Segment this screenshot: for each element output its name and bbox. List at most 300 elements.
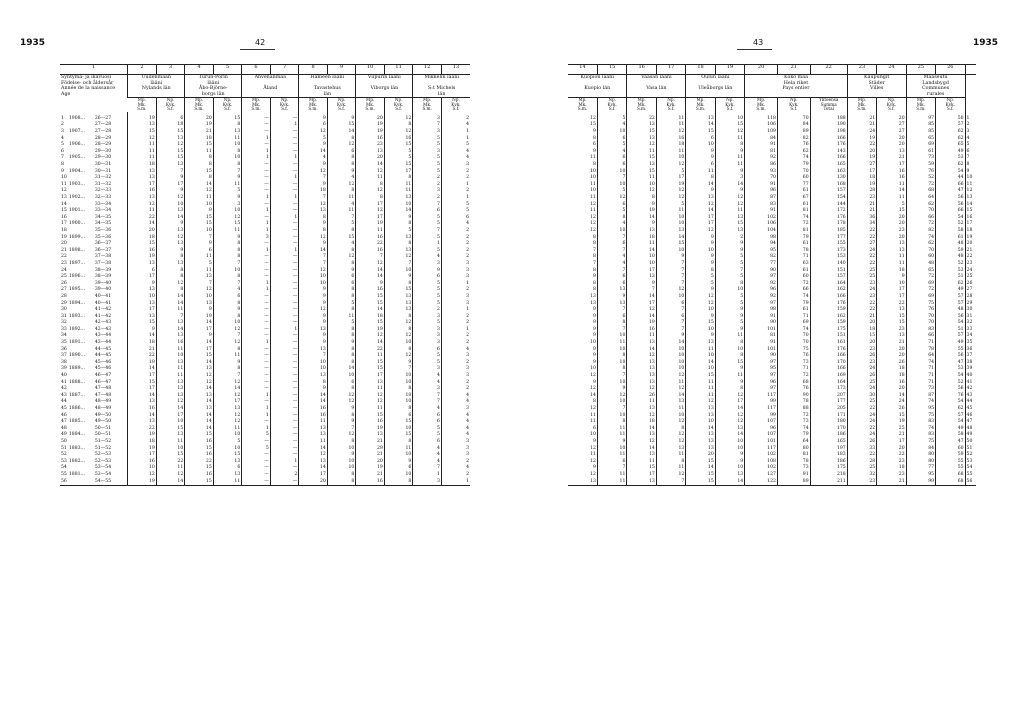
value-cell: 17	[715, 399, 744, 406]
value-cell: 11	[213, 426, 242, 433]
value-cell: 7	[413, 228, 442, 235]
value-cell: 4	[413, 459, 442, 466]
row-number: 14	[61, 201, 67, 207]
value-cell: 50	[936, 112, 965, 123]
sub-header-male: Mp. Mk. S.m.	[185, 98, 214, 112]
table-row	[568, 452, 976, 459]
value-cell: 85	[906, 129, 935, 136]
value-cell: 97	[906, 112, 935, 123]
value-cell: 13	[156, 393, 185, 400]
value-cell: 75	[906, 439, 935, 446]
value-cell: 11	[156, 439, 185, 446]
value-cell: 62	[936, 162, 965, 169]
value-cell: 12	[384, 353, 413, 360]
table-row	[568, 162, 976, 169]
value-cell: 11	[656, 149, 685, 156]
value-cell: 4	[441, 465, 470, 472]
value-cell: 9	[327, 268, 356, 275]
value-cell: 13	[384, 301, 413, 308]
value-cell: 5	[715, 254, 744, 261]
value-cell: 91	[745, 314, 778, 321]
row-number: 14	[965, 202, 976, 209]
value-cell: 10	[299, 281, 328, 288]
value-cell: 17	[356, 373, 385, 380]
value-cell: 14	[299, 248, 328, 255]
value-cell: 14	[627, 314, 656, 321]
value-cell: 161	[810, 340, 847, 347]
value-cell: 13	[384, 307, 413, 314]
value-cell: 81	[745, 149, 778, 156]
value-cell: 12	[384, 320, 413, 327]
value-cell: 14	[156, 301, 185, 308]
column-number-blank	[965, 65, 976, 75]
value-cell: 62	[936, 406, 965, 413]
value-cell: 3	[441, 353, 470, 360]
value-cell: —	[270, 399, 299, 406]
value-cell: 7	[597, 175, 626, 182]
row-number: 25	[61, 274, 67, 280]
value-cell: 10	[686, 366, 715, 373]
value-cell: 13	[185, 406, 214, 413]
value-cell: 22	[356, 241, 385, 248]
value-cell: 3	[715, 175, 744, 182]
value-cell: 17	[686, 215, 715, 222]
row-number: 28	[61, 293, 67, 299]
value-cell: 12	[156, 472, 185, 479]
value-cell: 29	[356, 446, 385, 453]
table-row	[568, 142, 976, 149]
value-cell: 28	[847, 188, 876, 195]
value-cell: 70	[777, 340, 810, 347]
value-cell: —	[270, 182, 299, 189]
value-cell: 57	[936, 301, 965, 308]
value-cell: 11	[299, 439, 328, 446]
value-cell: 157	[810, 188, 847, 195]
value-cell: 23	[847, 294, 876, 301]
value-cell: 6	[597, 162, 626, 169]
value-cell: 2	[441, 169, 470, 176]
value-cell: 165	[810, 439, 847, 446]
row-number: 9	[965, 169, 976, 176]
row-number: 8	[61, 162, 64, 168]
row-number: 31	[61, 313, 67, 319]
value-cell: 15	[356, 360, 385, 367]
value-cell: 13	[590, 300, 596, 306]
value-cell: 16	[156, 340, 185, 347]
value-cell: 6	[128, 268, 157, 275]
value-cell: 11	[877, 195, 906, 202]
value-cell: 8	[213, 314, 242, 321]
value-cell: 90	[777, 393, 810, 400]
birth-year	[68, 241, 94, 248]
birth-year: 1903...	[68, 181, 85, 187]
value-cell: 9	[686, 314, 715, 321]
value-cell: 66	[906, 215, 935, 222]
value-cell: 10	[185, 294, 214, 301]
value-cell: 8	[213, 366, 242, 373]
birth-year	[68, 320, 94, 327]
value-cell: 7	[327, 426, 356, 433]
sub-header-female: Np. Kvk. S.f.	[156, 98, 185, 112]
value-cell: 75	[906, 413, 935, 420]
value-cell: 12	[299, 452, 328, 459]
value-cell: 16	[128, 459, 157, 466]
value-cell: 8	[327, 360, 356, 367]
value-cell: 15	[156, 129, 185, 136]
left-table	[60, 64, 470, 486]
value-cell: 104	[745, 228, 778, 235]
value-cell: 11	[590, 155, 596, 161]
value-cell: 70	[777, 333, 810, 340]
value-cell: 60	[936, 446, 965, 453]
row-number: 15	[965, 208, 976, 215]
value-cell: 4	[597, 122, 626, 129]
value-cell: 8	[213, 149, 242, 156]
value-cell: 10	[590, 175, 596, 181]
value-cell: 3	[413, 149, 442, 156]
value-cell: 176	[810, 347, 847, 354]
table-row	[60, 373, 470, 380]
value-cell: 52	[936, 221, 965, 228]
value-cell: —	[270, 228, 299, 235]
value-cell: 62	[936, 281, 965, 288]
value-cell: 106	[745, 122, 778, 129]
value-cell: 9	[686, 155, 715, 162]
value-cell: —	[270, 287, 299, 294]
value-cell: 26	[847, 373, 876, 380]
value-cell: 80	[777, 446, 810, 453]
value-cell: 9	[715, 149, 744, 156]
value-cell: 3	[413, 333, 442, 340]
value-cell: 14	[877, 393, 906, 400]
value-cell: 8	[213, 122, 242, 129]
value-cell: 8	[384, 386, 413, 393]
age-range: 41—42	[94, 307, 112, 313]
value-cell: 76	[777, 353, 810, 360]
value-cell: 8	[384, 439, 413, 446]
value-cell: 85	[906, 122, 935, 129]
value-cell: 89	[777, 479, 810, 486]
value-cell: 8	[384, 406, 413, 413]
value-cell: 14	[627, 347, 656, 354]
value-cell: 13	[213, 472, 242, 479]
table-row	[60, 452, 470, 459]
value-cell: 53	[936, 155, 965, 162]
column-number-row	[60, 65, 470, 75]
value-cell: 12	[128, 136, 157, 143]
value-cell: 12	[656, 386, 685, 393]
value-cell: 6	[597, 281, 626, 288]
value-cell: —	[270, 314, 299, 321]
value-cell: 12	[715, 419, 744, 426]
value-cell: 15	[384, 162, 413, 169]
value-cell: 97	[745, 386, 778, 393]
value-cell: 95	[906, 406, 935, 413]
value-cell: 81	[745, 333, 778, 340]
value-cell: 13	[568, 479, 597, 486]
value-cell: 9	[715, 188, 744, 195]
value-cell: 15	[156, 426, 185, 433]
value-cell: 10	[597, 446, 626, 453]
value-cell: 11	[597, 432, 626, 439]
column-number: 18	[686, 65, 715, 75]
value-cell: 27	[877, 122, 906, 129]
row-number: 22	[965, 254, 976, 261]
value-cell: 12	[590, 201, 596, 207]
value-cell: 10	[384, 268, 413, 275]
row-number: 49	[61, 432, 67, 438]
value-cell: 5	[597, 188, 626, 195]
value-cell: 58	[936, 228, 965, 235]
value-cell: 9	[327, 112, 356, 123]
value-cell: 12	[656, 432, 685, 439]
value-cell: 69	[906, 142, 935, 149]
value-cell: 51	[936, 274, 965, 281]
value-cell: 20	[847, 320, 876, 327]
value-cell: 5	[413, 169, 442, 176]
age-range: 37—38	[94, 260, 112, 266]
value-cell: 77	[906, 465, 935, 472]
value-cell: 3	[441, 294, 470, 301]
sub-header-male: Mp. Mk. S.m.	[242, 98, 271, 112]
row-number: 13	[965, 195, 976, 202]
value-cell: 4	[441, 221, 470, 228]
age-range: 50—51	[94, 432, 112, 438]
value-cell: 11	[128, 149, 157, 156]
value-cell: 22	[847, 307, 876, 314]
table-row	[60, 228, 470, 235]
value-cell: 12	[627, 439, 656, 446]
value-cell: —	[242, 202, 271, 209]
age-range: 36—37	[94, 247, 112, 253]
value-cell: 1	[242, 221, 271, 228]
value-cell: 14	[156, 327, 185, 334]
value-cell: 65	[936, 142, 965, 149]
value-cell: 8	[327, 333, 356, 340]
value-cell: 7	[597, 373, 626, 380]
value-cell: 5	[441, 142, 470, 149]
value-cell: 13	[185, 301, 214, 308]
value-cell: 5	[686, 281, 715, 288]
value-cell: 13	[627, 366, 656, 373]
birth-year	[68, 228, 94, 235]
value-cell: 21	[877, 155, 906, 162]
value-cell: 14	[185, 426, 214, 433]
value-cell: 12	[213, 215, 242, 222]
value-cell: 14	[185, 419, 214, 426]
value-cell: —	[242, 268, 271, 275]
value-cell: 7	[213, 169, 242, 176]
birth-year: 1905...	[68, 155, 85, 161]
value-cell: —	[270, 413, 299, 420]
value-cell: 19	[356, 122, 385, 129]
value-cell: 61	[777, 268, 810, 275]
value-cell: 14	[715, 479, 744, 486]
value-cell: 9	[593, 438, 596, 444]
value-cell: 176	[810, 301, 847, 308]
value-cell: 9	[627, 281, 656, 288]
value-cell: 7	[656, 261, 685, 268]
value-cell: 94	[745, 241, 778, 248]
row-number: 8	[965, 162, 976, 169]
row-number: 6	[965, 149, 976, 156]
value-cell: 10	[656, 248, 685, 255]
value-cell: 8	[185, 155, 214, 162]
value-cell: 10	[384, 399, 413, 406]
value-cell: —	[270, 333, 299, 340]
row-number: 11	[61, 181, 67, 187]
value-cell: 8	[715, 281, 744, 288]
value-cell: 9	[156, 221, 185, 228]
value-cell: —	[270, 202, 299, 209]
value-cell: 8	[299, 228, 328, 235]
value-cell: 22	[627, 112, 656, 123]
value-cell: 12	[715, 129, 744, 136]
value-cell: 9	[597, 439, 626, 446]
sub-header-female: Np. Kvk. S.f.	[877, 98, 906, 112]
value-cell: 166	[810, 155, 847, 162]
value-cell: 9	[327, 340, 356, 347]
value-cell: 23	[356, 142, 385, 149]
value-cell: —	[242, 419, 271, 426]
value-cell: 8	[627, 195, 656, 202]
value-cell: 11	[128, 155, 157, 162]
value-cell: 10	[597, 413, 626, 420]
column-number: 2	[128, 65, 157, 75]
table-row	[60, 439, 470, 446]
value-cell: 19	[128, 112, 157, 123]
value-cell: 23	[877, 228, 906, 235]
value-cell: 9	[299, 287, 328, 294]
region-header: Turun-Porin lääni Åbo-Björne- borgs län	[185, 75, 242, 98]
value-cell: 9	[185, 241, 214, 248]
value-cell: 177	[810, 399, 847, 406]
value-cell: 21	[847, 122, 876, 129]
value-cell: 69	[777, 320, 810, 327]
value-cell: 5	[656, 202, 685, 209]
value-cell: 54	[936, 419, 965, 426]
value-cell: —	[270, 274, 299, 281]
value-cell: —	[242, 112, 271, 123]
value-cell: 8	[597, 215, 626, 222]
value-cell: 13	[384, 294, 413, 301]
value-cell: 17	[627, 268, 656, 275]
value-cell: 18	[847, 327, 876, 334]
value-cell: 15	[656, 241, 685, 248]
value-cell: 3	[441, 162, 470, 169]
age-range: 27—28	[94, 129, 112, 135]
value-cell: 12	[128, 202, 157, 209]
birth-year	[68, 439, 94, 446]
value-cell: 73	[777, 465, 810, 472]
value-cell: 11	[877, 182, 906, 189]
value-cell: 12	[128, 472, 157, 479]
value-cell: —	[270, 294, 299, 301]
value-cell: 1	[242, 195, 271, 202]
value-cell: 17	[356, 202, 385, 209]
value-cell: 11	[715, 162, 744, 169]
value-cell: 12	[185, 188, 214, 195]
right-table-body	[568, 112, 976, 486]
value-cell: 13	[185, 366, 214, 373]
value-cell: 8	[299, 215, 328, 222]
value-cell: 8	[384, 327, 413, 334]
value-cell: 15	[128, 241, 157, 248]
value-cell: 5	[715, 320, 744, 327]
value-cell: 13	[299, 327, 328, 334]
value-cell: 7	[715, 268, 744, 275]
value-cell: 65	[906, 268, 935, 275]
value-cell: 82	[745, 254, 778, 261]
value-cell: 6	[656, 301, 685, 308]
value-cell: 101	[745, 439, 778, 446]
value-cell: 11	[656, 465, 685, 472]
value-cell: 78	[777, 248, 810, 255]
value-cell: 3	[441, 301, 470, 308]
table-row	[60, 419, 470, 426]
value-cell: 2	[413, 175, 442, 182]
value-cell: 8	[597, 353, 626, 360]
age-range: 36—37	[94, 241, 112, 247]
value-cell: 9	[156, 175, 185, 182]
value-cell: 9	[299, 162, 328, 169]
value-cell: 9	[686, 188, 715, 195]
value-cell: 14	[128, 333, 157, 340]
sub-header-female: Np. Kvk. S.f.	[270, 98, 299, 112]
value-cell: 16	[128, 188, 157, 195]
value-cell: 12	[299, 169, 328, 176]
value-cell: 7	[384, 261, 413, 268]
value-cell: 15	[686, 320, 715, 327]
value-cell: 10	[327, 373, 356, 380]
value-cell: 8	[327, 188, 356, 195]
value-cell: 11	[213, 353, 242, 360]
value-cell: 14	[356, 274, 385, 281]
value-cell: 14	[156, 406, 185, 413]
value-cell: 15	[627, 155, 656, 162]
value-cell: 1	[413, 241, 442, 248]
sub-header-male: Mp. Mk. S.m.	[847, 98, 876, 112]
value-cell: 2	[441, 320, 470, 327]
value-cell: 79	[777, 235, 810, 242]
value-cell: 11	[715, 155, 744, 162]
age-range: 35—36	[94, 234, 112, 240]
value-cell: 95	[745, 248, 778, 255]
value-cell: 11	[213, 182, 242, 189]
age-range: 38—39	[94, 267, 112, 273]
table-row	[60, 340, 470, 347]
value-cell: 19	[356, 221, 385, 228]
value-cell: 9	[185, 208, 214, 215]
value-cell: —	[270, 419, 299, 426]
birth-year: 1888...	[68, 379, 85, 385]
value-cell: 23	[847, 195, 876, 202]
value-cell: 9	[299, 241, 328, 248]
value-cell: 10	[656, 366, 685, 373]
table-row	[568, 221, 976, 228]
value-cell: 9	[715, 380, 744, 387]
value-cell: 12	[627, 386, 656, 393]
value-cell: 13	[715, 228, 744, 235]
value-cell: 166	[810, 136, 847, 143]
age-range: 43—44	[94, 340, 112, 346]
value-cell: 76	[936, 393, 965, 400]
value-cell: 14	[185, 386, 214, 393]
value-cell: 13	[299, 432, 328, 439]
row-number: 39	[965, 366, 976, 373]
age-range: 44—45	[94, 346, 112, 352]
value-cell: 4	[441, 413, 470, 420]
